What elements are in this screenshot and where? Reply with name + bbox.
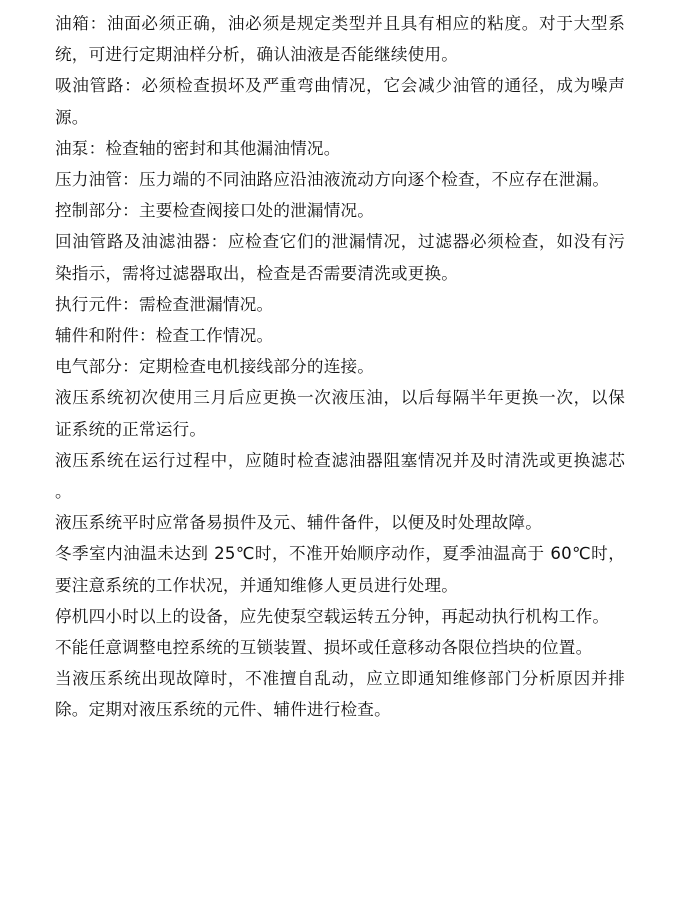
paragraph-suction-line: 吸油管路：必须检查损坏及严重弯曲情况，它会减少油管的通径，成为噪声源。 <box>55 76 625 127</box>
paragraph-filter-check: 液压系统在运行过程中，应随时检查滤油器阻塞情况并及时清洗或更换滤芯。 <box>55 450 625 502</box>
paragraph-idle-startup: 停机四小时以上的设备，应先使泵空载运转五分钟，再起动执行机构工作。 <box>55 606 610 626</box>
paragraph-electrical: 电气部分：定期检查电机接线部分的连接。 <box>55 357 375 377</box>
paragraph-accessories: 辅件和附件：检查工作情况。 <box>55 326 274 346</box>
paragraph-return-line-filter: 回油管路及油滤油器：应检查它们的泄漏情况，过滤器必须检查，如没有污染指示，需将过滤器取出，检查是否需要清洗或更换。 <box>55 232 625 283</box>
paragraph-oil-temperature: 冬季室内油温未达到 25℃时，不准开始顺序动作，夏季油温高于 60℃时，要注意系统的工作状况，并通知维修人更员进行处理。 <box>55 544 625 595</box>
paragraph-oil-pump: 油泵：检查轴的密封和其他漏油情况。 <box>55 138 341 158</box>
paragraph-fault-handling: 当液压系统出现故障时，不准擅自乱动，应立即通知维修部门分析原因并排除。定期对液压系统的元件、辅件进行检查。 <box>55 669 625 720</box>
document-body <box>55 8 625 726</box>
paragraph-spare-parts: 液压系统平时应常备易损件及元、辅件备件，以便及时处理故障。 <box>55 513 543 533</box>
paragraph-pressure-line: 压力油管：压力端的不同油路应沿油液流动方向逐个检查，不应存在泄漏。 <box>55 170 610 190</box>
paragraph-oil-change: 液压系统初次使用三月后应更换一次液压油，以后每隔半年更换一次，以保证系统的正常运行。 <box>55 388 625 439</box>
paragraph-control-section: 控制部分：主要检查阀接口处的泄漏情况。 <box>55 201 375 221</box>
paragraph-oil-tank: 油箱：油面必须正确，油必须是规定类型并且具有相应的粘度。对于大型系统，可进行定期油样分析，确认油液是否能继续使用。 <box>55 14 625 65</box>
paragraph-interlock: 不能任意调整电控系统的互锁装置、损坏或任意移动各限位挡块的位置。 <box>55 638 593 658</box>
paragraph-actuators: 执行元件：需检查泄漏情况。 <box>55 294 274 314</box>
